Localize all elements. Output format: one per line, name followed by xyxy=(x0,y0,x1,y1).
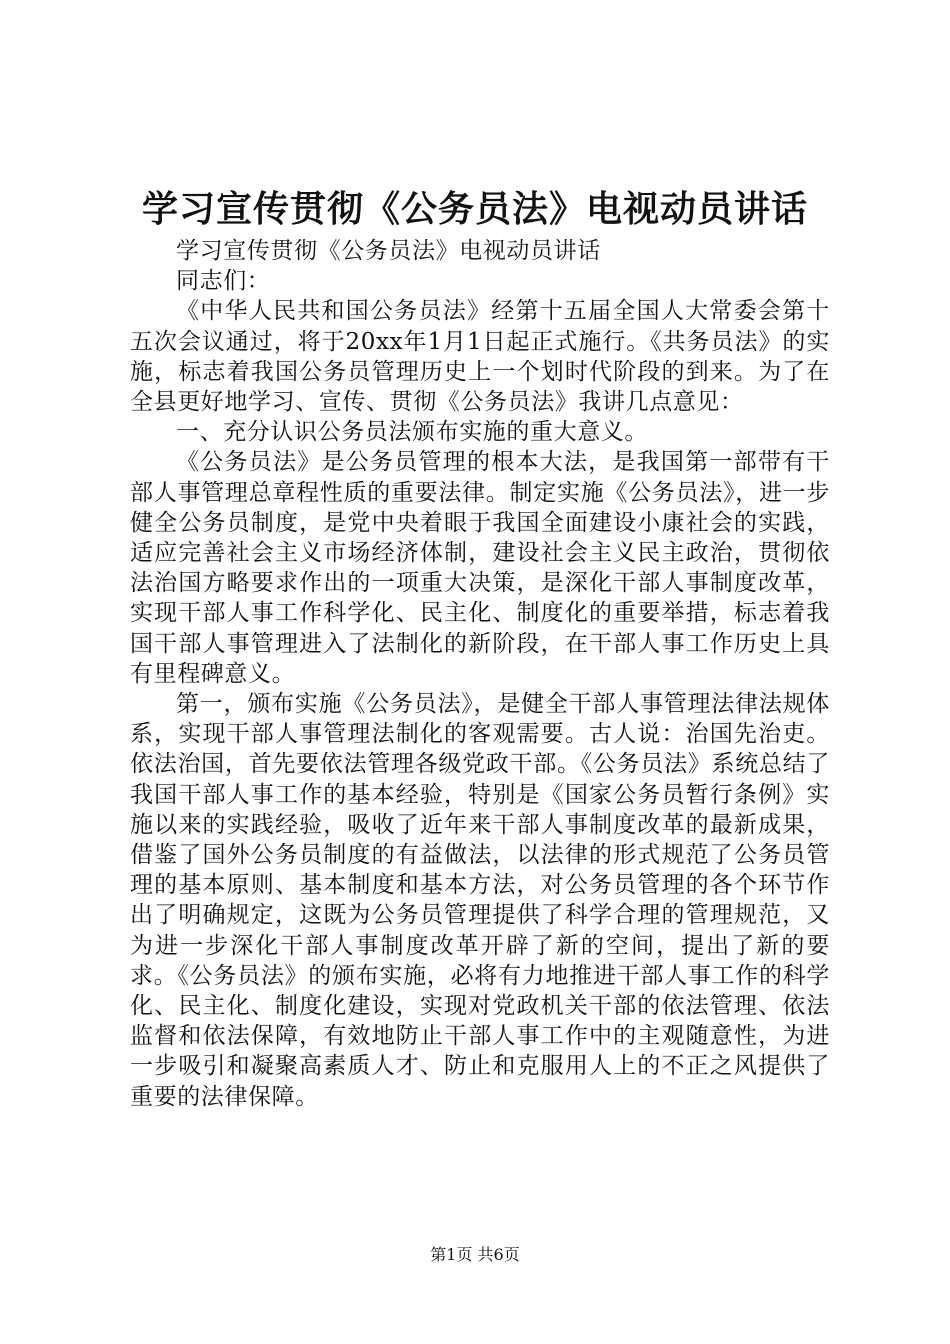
salutation-paragraph: 同志们： xyxy=(176,268,271,295)
body-paragraph: 《公务员法》是公务员管理的根本大法，是我国第一部带有干部人事管理总章程性质的重要法律。制定实施《公务员法》，进一步健全公务员制度，是党中央着眼于我国全面建设小康社会的实践，适应完善社会主义市场经济体制，建设社会主义民主政治，贯彻依法治国方略要求作出的一项重大决策，是深化干部人事制度改革，实现干部人事工作科学化、民主化、制度化的重要举措，标志着我国干部人事管理进入了法制化的新阶段，在干部人事工作历史上具有里程碑意义。 xyxy=(130,449,830,687)
document-body xyxy=(130,236,830,1112)
subtitle-paragraph: 学习宣传贯彻《公务员法》电视动员讲话 xyxy=(176,238,601,264)
body-paragraph: 第一，颁布实施《公务员法》，是健全干部人事管理法律法规体系，实现干部人事管理法制化的客观需要。古人说：治国先治吏。依法治国，首先要依法管理各级党政干部。《公务员法》系统总结了我国干部人事工作的基本经验，特别是《国家公务员暂行条例》实施以来的实践经验，吸收了近年来干部人事制度改革的最新成果，借鉴了国外公务员制度的有益做法，以法律的形式规范了公务员管理的基本原则、基本制度和基本方法，对公务员管理的各个环节作出了明确规定，这既为公务员管理提供了科学合理的管理规范，又为进一步深化干部人事制度改革开辟了新的空间，提出了新的要求。《公务员法》的颁布实施，必将有力地推进干部人事工作的科学化、民主化、制度化建设，实现对党政机关干部的依法管理、依法监督和依法保障，有效地防止干部人事工作中的主观随意性，为进一步吸引和凝聚高素质人才、防止和克服用人上的不正之风提供了重要的法律保障。 xyxy=(130,691,830,1110)
page-footer: 第1页 共6页 xyxy=(430,1245,520,1264)
document-title: 学习宣传贯彻《公务员法》电视动员讲话 xyxy=(141,188,808,230)
intro-paragraph: 《中华人民共和国公务员法》经第十五届全国人大常委会第十五次会议通过，将于20xx年1月1日起正式施行。《共务员法》的实施，标志着我国公务员管理历史上一个划时代阶段的到来。为了在全县更好地学习、宣传、贯彻《公务员法》我讲几点意见： xyxy=(130,298,830,416)
section-heading: 一、充分认识公务员法颁布实施的重大意义。 xyxy=(176,419,648,446)
